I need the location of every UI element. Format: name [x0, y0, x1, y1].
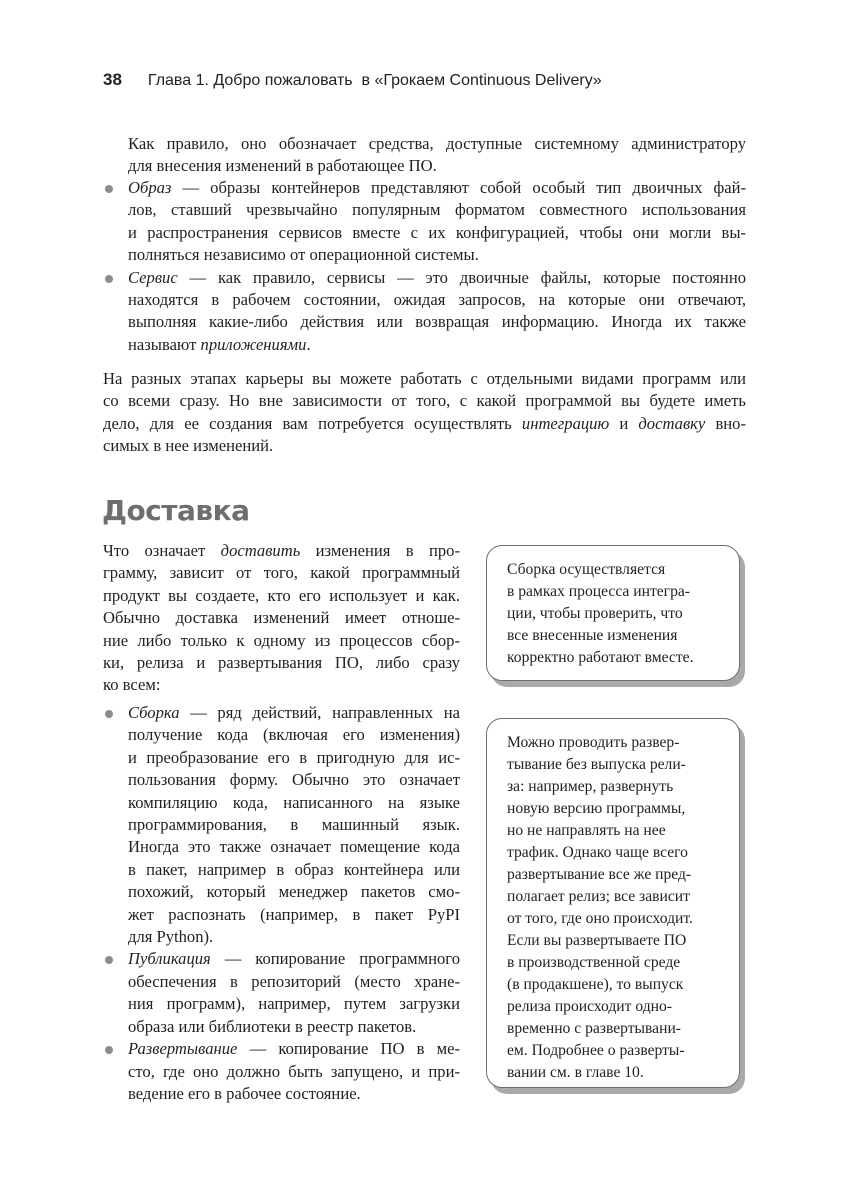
margin-note-build: [486, 545, 740, 681]
running-head: [103, 70, 602, 90]
text-line: находятся в рабочем состоянии, ожидая запросов, на которые они отвечают,: [128, 290, 746, 310]
text-line: выполняя какие-либо действия или возвращая информацию. Иногда их также: [128, 312, 746, 332]
text-line: дело, для ее создания вам потребуется осуществлять интеграцию и доставку вно-: [103, 413, 746, 433]
list-item-publish: [103, 948, 460, 1038]
text-line: ем. Подробнее о разверты-: [507, 1042, 685, 1059]
text-line: симых в нее изменений.: [103, 436, 274, 456]
text-line: новую версию программы,: [507, 800, 686, 817]
bullet-icon: [105, 275, 113, 283]
bullet-icon: [105, 956, 113, 964]
text-line: от того, где оно происходит.: [507, 910, 693, 927]
term: Развертывание: [128, 1039, 238, 1059]
section-lead-paragraph: [103, 540, 460, 697]
text-line: и преобразование его в пригодную для ис-: [128, 747, 460, 767]
text-line: для внесения изменений в работающее ПО.: [128, 156, 437, 176]
text-line: обеспечения в репозиторий (место хране-: [128, 971, 460, 991]
text-line: Развертывание — копирование ПО в ме-: [128, 1039, 460, 1059]
text-line: Иногда это также означает помещение кода: [128, 837, 460, 857]
text-line: тывание без выпуска рели-: [507, 756, 686, 773]
text-line: полагает релиз; все зависит: [507, 888, 690, 905]
text-line: корректно работают вместе.: [507, 649, 694, 666]
text-line: Как правило, оно обозначает средства, доступные системному администратору: [128, 134, 746, 153]
text-line: пользования форму. Обычно это означает: [128, 770, 460, 790]
text-line: ки, релиза и развертывания ПО, либо сразу: [103, 653, 460, 673]
text-line: программирования, в машинный язык.: [128, 815, 460, 835]
margin-note-deploy: [486, 718, 740, 1088]
list-item-build: [103, 702, 460, 948]
bullet-icon: [105, 185, 113, 193]
text-line: в рамках процесса интегра-: [507, 583, 690, 600]
text-line: развертывание все же пред-: [507, 866, 692, 883]
text-line: в производственной среде: [507, 954, 681, 971]
text-line: сто, где оно должно быть запущено, и при-: [128, 1061, 460, 1081]
text-line: (в продакшене), то выпуск: [507, 976, 684, 993]
text-line: грамму, зависит от того, какой программный: [103, 563, 460, 583]
bullet-icon: [105, 1046, 113, 1054]
text-line: Если вы развертываете ПО: [507, 932, 687, 949]
text-line: называют приложениями.: [128, 334, 311, 354]
text-line: ции, чтобы проверить, что: [507, 605, 683, 622]
text-line: ние либо только к одному из процессов сбор-: [103, 630, 460, 650]
bullet-icon: [105, 710, 113, 718]
text-line: жет распознать (например, в пакет PyPI: [128, 904, 460, 924]
text-line: Публикация — копирование программного: [128, 949, 460, 969]
section-heading: Доставка: [102, 494, 250, 527]
text-line: похожий, который менеджер пакетов смо-: [128, 882, 460, 902]
term: Образ: [128, 178, 172, 197]
text-line: Обычно доставка изменений имеет отноше-: [103, 608, 460, 628]
term: Сборка: [128, 703, 180, 722]
text-line: все внесенные изменения: [507, 627, 678, 644]
list-item-deploy: [103, 1038, 460, 1105]
text-line: и распространения сервисов вместе с их конфигурацией, чтобы они могли вы-: [128, 222, 746, 242]
section-bullet-list: [103, 702, 460, 1105]
text-line: образа или библиотеки в реестр пакетов.: [128, 1016, 417, 1036]
text-line: получение кода (включая его изменения): [128, 725, 460, 745]
text-line: ведение его в рабочее состояние.: [128, 1083, 361, 1103]
text-line: для Python).: [128, 927, 214, 947]
text-line: Что означает доставить изменения в про-: [103, 541, 460, 560]
text-line: трафик. Однако чаще всего: [507, 844, 688, 861]
text-line: Можно проводить развер-: [507, 734, 680, 751]
intro-bullet-list: [103, 177, 746, 356]
intro-continuation: [128, 133, 746, 178]
text-line: ния программ), например, путем загрузки: [128, 994, 460, 1014]
text-line: продукт вы создаете, кто его использует и как.: [103, 585, 460, 605]
text-line: в пакет, например в образ контейнера или: [128, 859, 460, 879]
term: Публикация: [128, 949, 211, 969]
text-line: Образ — образы контейнеров представляют собой особый тип двоичных фай-: [128, 178, 746, 197]
text-line: релиза происходит одно-: [507, 998, 672, 1015]
text-line: лов, ставший чрезвычайно популярным форматом совместного использования: [128, 200, 746, 220]
text-line: На разных этапах карьеры вы можете работать с отдельными видами программ или: [103, 369, 746, 388]
page-number: 38: [103, 70, 122, 89]
list-item-image: [103, 177, 746, 267]
text-line: Сборка — ряд действий, направленных на: [128, 703, 460, 722]
text-line: ко всем:: [103, 675, 161, 695]
intro-paragraph: [103, 368, 746, 458]
text-line: за: например, развернуть: [507, 778, 674, 795]
text-line: но не направлять на нее: [507, 822, 666, 839]
text-line: Сборка осуществляется: [507, 561, 666, 578]
text-line: временно с развертывани-: [507, 1020, 681, 1037]
text-line: со всеми сразу. Но вне зависимости от того, с какой программой вы будете иметь: [103, 391, 746, 411]
text-line: Сервис — как правило, сервисы — это двоичные файлы, которые постоянно: [128, 267, 746, 287]
text-line: компиляцию кода, написанного на языке: [128, 792, 460, 812]
list-item-service: [103, 267, 746, 357]
text-line: полняться независимо от операционной системы.: [128, 245, 479, 265]
term: Сервис: [128, 267, 178, 287]
text-line: вании см. в главе 10.: [507, 1064, 644, 1081]
running-title: Глава 1. Добро пожаловать в «Грокаем Continuous Delivery»: [147, 72, 602, 89]
